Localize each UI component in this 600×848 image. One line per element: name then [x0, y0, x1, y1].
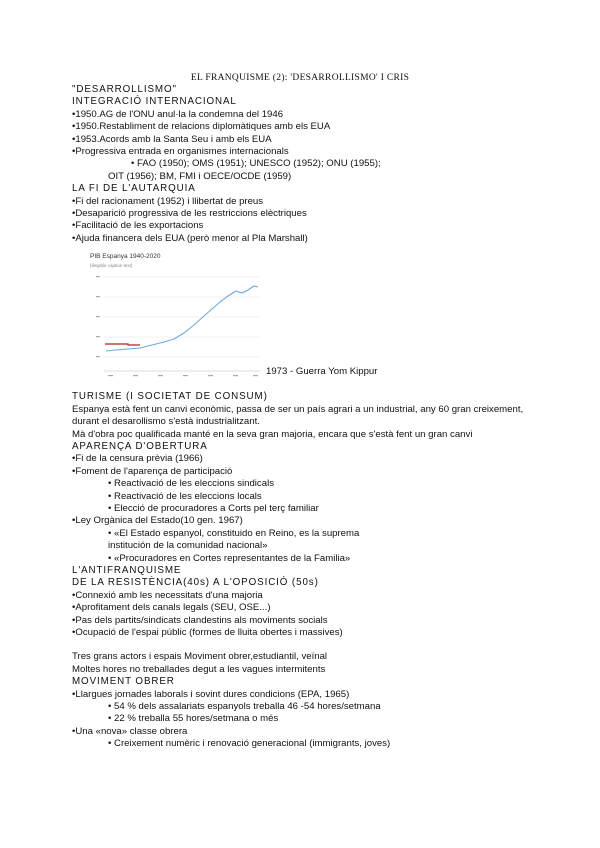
chart-subtitle: (illegible caption text) — [90, 263, 133, 269]
list-item: •Fi de la censura prèvia (1966) — [72, 453, 203, 465]
document-body — [72, 84, 572, 751]
list-item: •Llargues jornades laborals i sovint dures condicions (EPA, 1965) — [72, 688, 350, 700]
paragraph-line: Espanya està fent un canvi econòmic, passa de ser un país agrari a un industrial, any 60 gran creixement, — [72, 403, 524, 415]
list-item: •Ajuda financera dels EUA (però menor al Pla Marshall) — [72, 232, 308, 244]
list-item: •Progressiva entrada en organismes internacionals — [72, 146, 289, 158]
list-item: •Facilitació de les exportacions — [72, 220, 204, 232]
section-resistencia-heading: DE LA RESISTÈNCIA(40s) A L'OPOSICIÓ (50s) — [72, 577, 319, 589]
list-item: •Fi del racionament (1952) i llibertat de preus — [72, 195, 264, 207]
list-item: •Desaparició progressiva de les restriccions elèctriques — [72, 208, 307, 220]
spacer — [72, 639, 572, 651]
quote-line-continuation: institución de la comunidad nacional» — [108, 540, 268, 552]
section-obertura-heading: APARENÇA D'OBERTURA — [72, 440, 208, 452]
list-subitem: • Elecció de procuradores a Corts pel terç familiar — [108, 502, 319, 514]
section-antifranquisme-heading: L'ANTIFRANQUISME — [72, 564, 182, 576]
list-subitem: • Reactivació de les eleccions locals — [108, 490, 262, 502]
chart-x-ticks — [108, 375, 258, 376]
gdp-series-line — [106, 286, 258, 351]
list-subitem: • 54 % dels assalariats espanyols treballa 46 -54 hores/setmana — [108, 701, 381, 713]
quote-line: • «El Estado espanyol, constituido en Reino, es la suprema — [108, 527, 360, 539]
list-item: •1950.Restabliment de relacions diplomàtiques amb els EUA — [72, 121, 331, 133]
list-item: •Ocupació de l'espai públic (formes de lluita obertes i massives) — [72, 627, 343, 638]
gdp-chart-image — [88, 249, 264, 381]
list-subitem: • 22 % treballa 55 hores/setmana o més — [108, 713, 279, 725]
section-turisme-heading: TURISME (I SOCIETAT DE CONSUM) — [72, 391, 268, 403]
list-subitem: • FAO (1950); OMS (1951); UNESCO (1952); ONU (1955); — [131, 158, 381, 170]
paragraph-line: Tres grans actors i espais Moviment obrer,estudiantil, veïnal — [72, 651, 328, 663]
list-subitem: • Reactivació de les eleccions sindicals — [108, 478, 274, 490]
list-item: •1953.Acords amb la Santa Seu i amb els EUA — [72, 133, 272, 145]
chart-y-ticks — [96, 276, 100, 357]
highlighted-series-segment — [105, 344, 140, 345]
list-item: •Foment de l'aparença de participació — [72, 465, 233, 477]
list-item: •Una «nova» classe obrera — [72, 725, 188, 737]
chart-title: PIB Espanya 1940-2020 — [90, 253, 161, 261]
section-moviment-obrer-heading: MOVIMENT OBRER — [72, 676, 175, 688]
section-desarrollismo-heading: "DESARROLLISMO" — [72, 84, 177, 95]
gdp-chart-graphic — [88, 249, 264, 381]
gdp-chart-row — [72, 245, 572, 391]
list-subitem: • Creixement numèric i renovació generacional (immigrants, joves) — [108, 738, 391, 750]
list-item: •Ley Orgànica del Estado(10 gen. 1967) — [72, 515, 243, 527]
section-integracio-heading: INTEGRACIÓ INTERNACIONAL — [72, 96, 237, 108]
paragraph-line: durant el desarollismo s'està industrialitzant. — [72, 416, 260, 428]
list-item: •Aprofitament dels canals legals (SEU, OSE...) — [72, 602, 271, 614]
chart-caption: 1973 - Guerra Yom Kippur — [266, 366, 378, 378]
page-title: EL FRANQUISME (2): 'DESARROLLISMO' I CRIS — [190, 73, 410, 83]
list-subitem-continuation: OIT (1956); BM, FMI i OECE/OCDE (1959) — [108, 170, 292, 182]
list-item: •Connexió amb les necessitats d'una majoria — [72, 589, 263, 601]
paragraph-line: Moltes hores no treballades degut a les vagues intermitents — [72, 663, 326, 675]
list-item: •Pas dels partits/sindicats clandestins als moviments socials — [72, 614, 328, 626]
section-autarquia-heading: LA FI DE L'AUTARQUIA — [72, 183, 196, 195]
quote-line: • «Procuradores en Cortes representantes de la Familia» — [108, 552, 351, 564]
list-item: •1950.AG de l'ONU anul·la la condemna del 1946 — [72, 108, 284, 120]
paragraph-line: Mà d'obra poc qualificada manté en la seva gran majoria, encara que s'està fent un gran canvi — [72, 428, 473, 440]
